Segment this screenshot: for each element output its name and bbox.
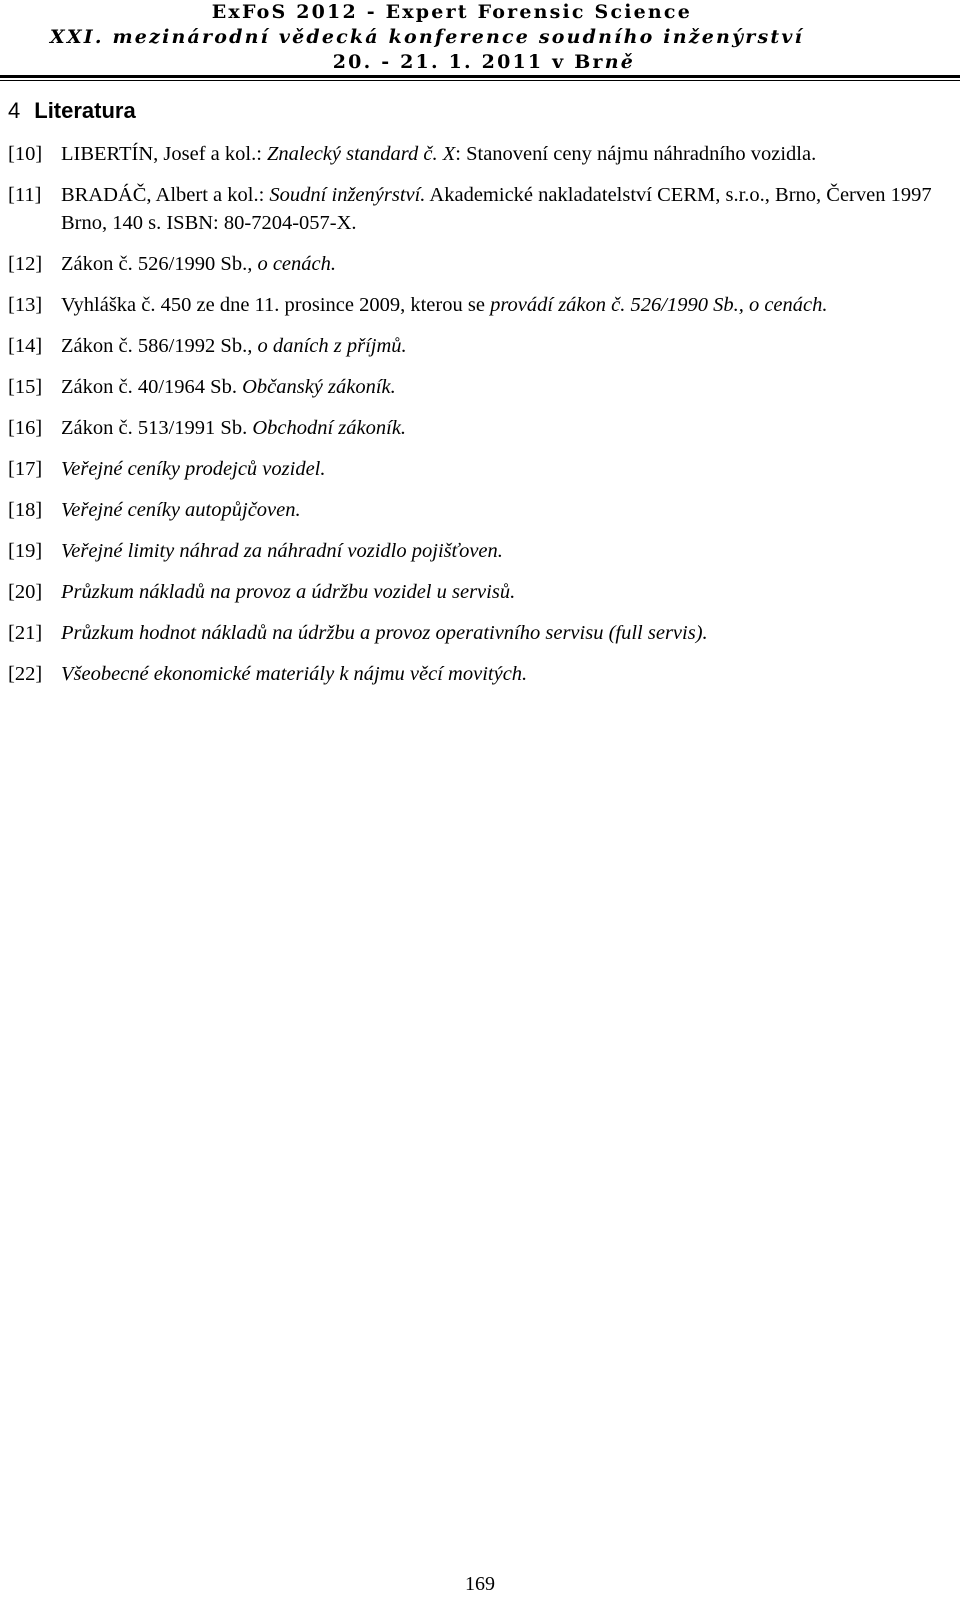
section-number: 4 <box>8 98 21 123</box>
conference-date: 20. - 21. 1. 2011 v Brně <box>332 51 635 73</box>
running-header <box>0 0 960 75</box>
reference-item: [19] Veřejné limity náhrad za náhradní vozidlo pojišťoven. <box>8 540 503 562</box>
reference-item: [16] Zákon č. 513/1991 Sb. Obchodní zákoník. <box>8 417 407 439</box>
section-title: Literatura <box>34 98 136 123</box>
reference-item: [20] Průzkum nákladů na provoz a údržbu vozidel u servisů. <box>8 581 516 603</box>
reference-item: [21] Průzkum hodnot nákladů na údržbu a provoz operativního servisu (full servis). <box>8 622 708 644</box>
reference-list <box>8 140 948 701</box>
section-heading <box>8 98 136 124</box>
conference-subtitle: XXI. mezinárodní vědecká konference soudního inženýrství <box>49 26 804 48</box>
reference-item: [14] Zákon č. 586/1992 Sb., o daních z příjmů. <box>8 335 407 357</box>
reference-item: [11] BRADÁČ, Albert a kol.: Soudní inženýrství. Akademické nakladatelství CERM, s.r.o., Brno, Červen 1997 Brno, 140 s. ISBN: 80-7204-057-X. <box>8 184 932 234</box>
reference-item: [18] Veřejné ceníky autopůjčoven. <box>8 499 301 521</box>
conference-title: ExFoS 2012 - Expert Forensic Science <box>211 1 692 23</box>
reference-item: [22] Všeobecné ekonomické materiály k nájmu věcí movitých. <box>8 663 528 685</box>
reference-item: [15] Zákon č. 40/1964 Sb. Občanský zákoník. <box>8 376 396 398</box>
reference-item: [10] LIBERTÍN, Josef a kol.: Znalecký standard č. X: Stanovení ceny nájmu náhradního vozidla. <box>8 143 817 165</box>
reference-item: [12] Zákon č. 526/1990 Sb., o cenách. <box>8 253 336 275</box>
reference-item: [17] Veřejné ceníky prodejců vozidel. <box>8 458 326 480</box>
page-number: 169 <box>465 1573 495 1595</box>
reference-item: [13] Vyhláška č. 450 ze dne 11. prosince 2009, kterou se provádí zákon č. 526/1990 Sb., o cenách. <box>8 294 828 316</box>
header-rule <box>0 75 960 81</box>
